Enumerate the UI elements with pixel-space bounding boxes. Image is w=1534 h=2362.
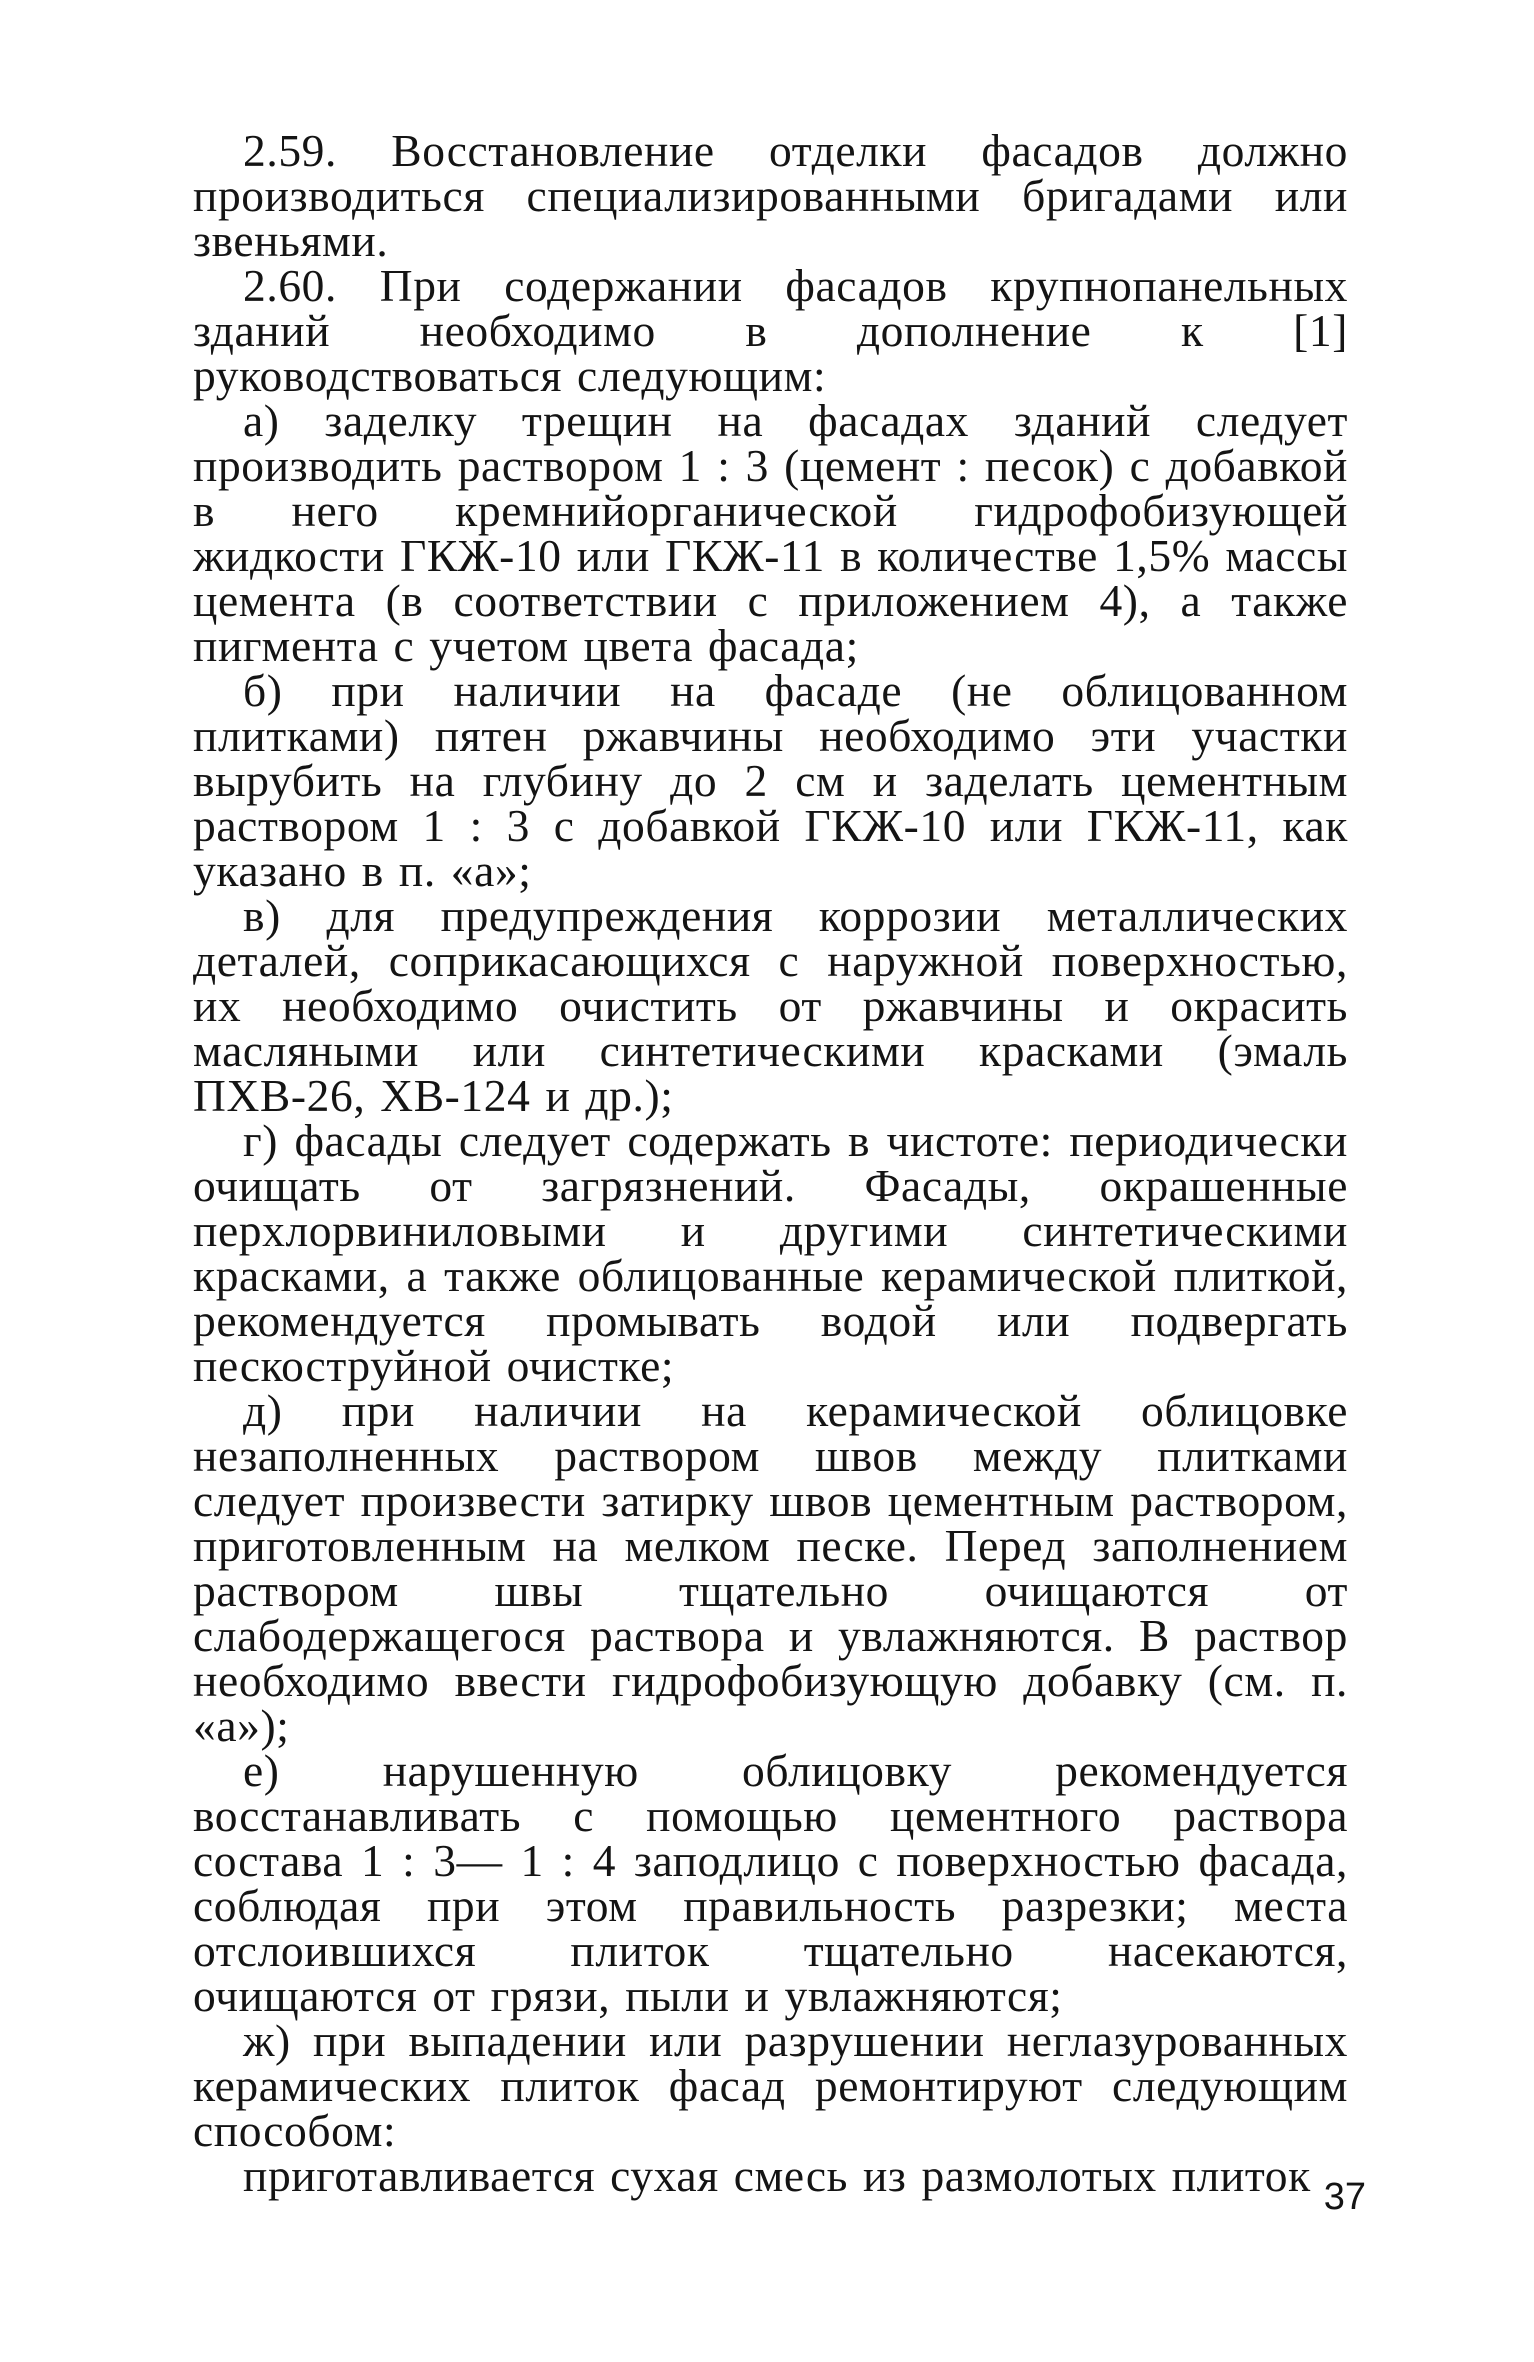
paragraph-2-59: 2.59. Восстановление отделки фасадов должно производиться специализированными бригадами или звеньями.	[193, 125, 1348, 266]
paragraph-item-d: д) при наличии на керамической облицовке незаполненных раствором швов между плитками следует произвести затирку швов цементным раствором, приготовленным на мелком песке. Перед заполнением раствором швы тщательно очищаются от слабодержащегося раствора и увлажняются. В раствор необходимо ввести гидрофобизующую добавку (см. п. «а»);	[193, 1385, 1348, 1751]
paragraph-2-60: 2.60. При содержании фасадов крупнопанельных зданий необходимо в дополнение к [1] руководствоваться следующим:	[193, 260, 1348, 401]
paragraph-item-g: г) фасады следует содержать в чистоте: периодически очищать от загрязнений. Фасады, окрашенные перхлорвиниловыми и другими синтетическими красками, а также облицованные керамической плиткой, рекомендуется промывать водой или подвергать пескоструйной очистке;	[193, 1115, 1348, 1391]
paragraph-continuation: приготавливается сухая смесь из размолотых плиток	[243, 2150, 1311, 2201]
paragraph-item-b: б) при наличии на фасаде (не облицованном плитками) пятен ржавчины необходимо эти участки вырубить на глубину до 2 см и заделать цементным раствором 1 : 3 с добавкой ГКЖ-10 или ГКЖ-11, как указано в п. «а»;	[193, 665, 1348, 896]
body-text	[193, 125, 1348, 2201]
paragraph-item-zh: ж) при выпадении или разрушении неглазурованных керамических плиток фасад ремонтируют следующим способом:	[193, 2015, 1348, 2156]
paragraph-item-e: е) нарушенную облицовку рекомендуется восстанавливать с помощью цементного раствора состава 1 : 3— 1 : 4 заподлицо с поверхностью фасада, соблюдая при этом правильность разрезки; места отслоившихся плиток тщательно насекаются, очищаются от грязи, пыли и увлажняются;	[193, 1745, 1348, 2021]
paragraph-item-v: в) для предупреждения коррозии металлических деталей, соприкасающихся с наружной поверхностью, их необходимо очистить от ржавчины и окрасить масляными или синтетическими красками (эмаль ПХВ-26, ХВ-124 и др.);	[193, 890, 1348, 1121]
page-number: 37	[1323, 2176, 1366, 2218]
paragraph-item-a: а) заделку трещин на фасадах зданий следует производить раствором 1 : 3 (цемент : песок) с добавкой в него кремнийорганической гидрофобизующей жидкости ГКЖ-10 или ГКЖ-11 в количестве 1,5% массы цемента (в соответствии с приложением 4), а также пигмента с учетом цвета фасада;	[193, 395, 1348, 671]
